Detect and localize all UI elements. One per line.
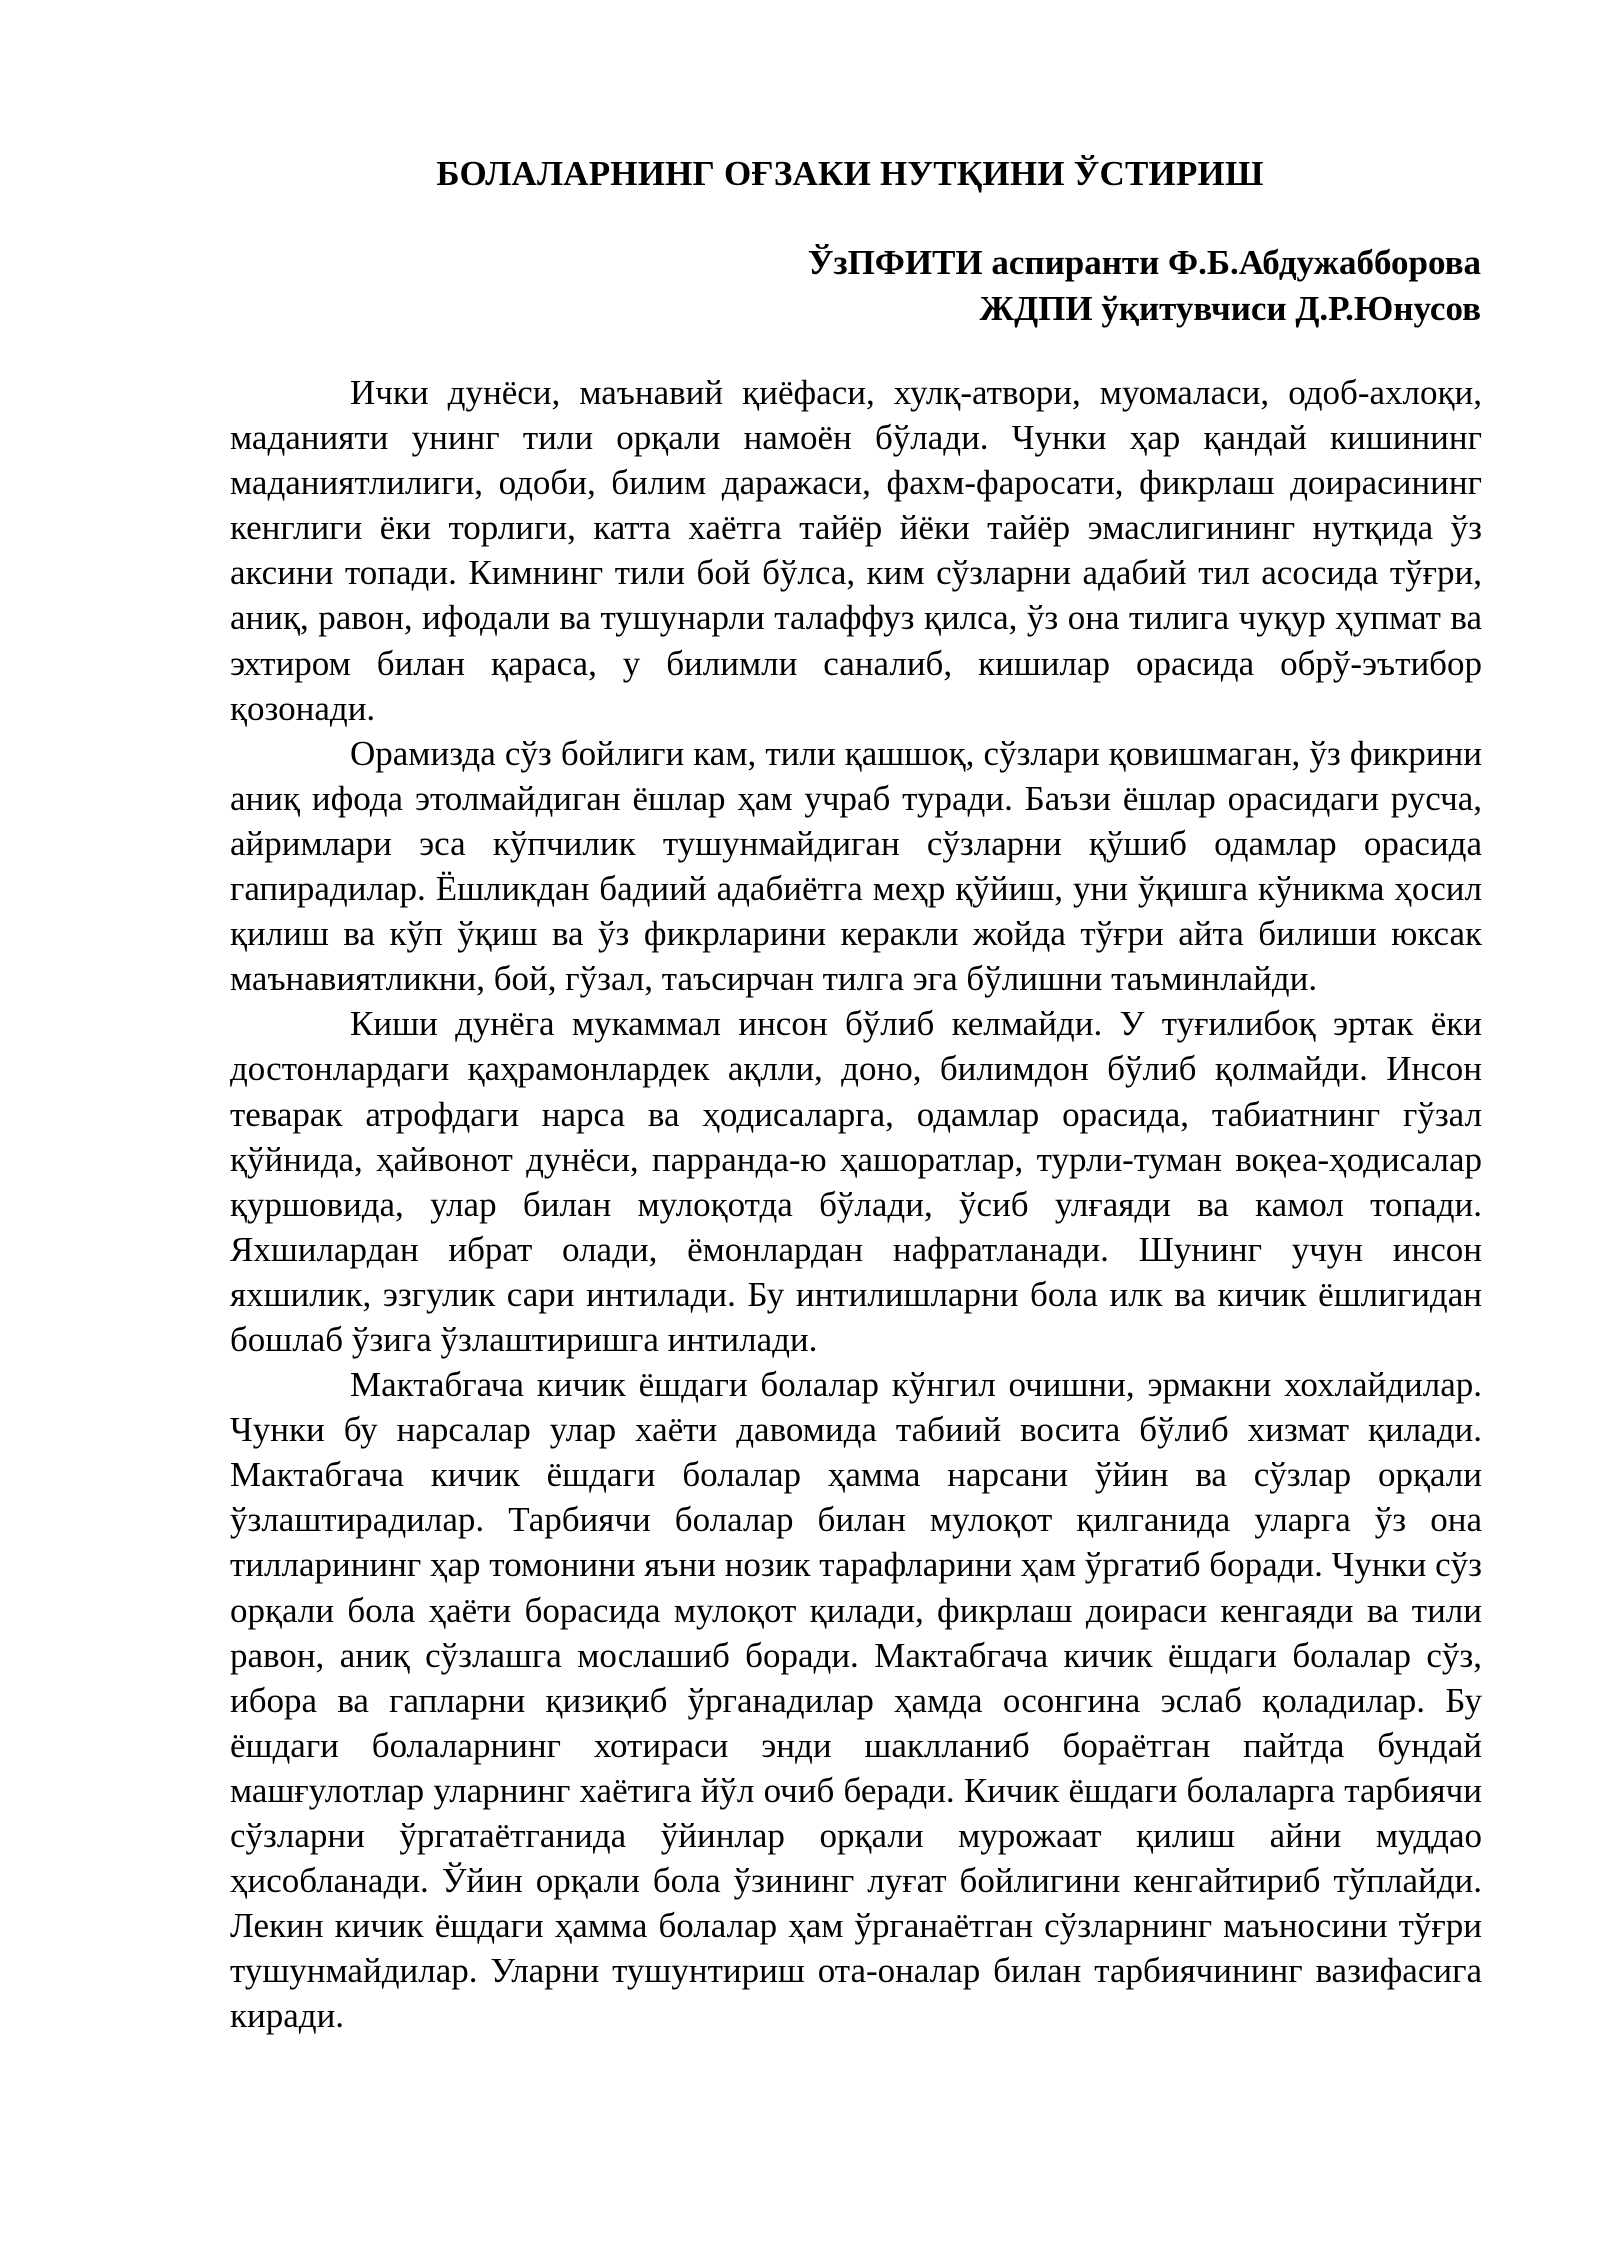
paragraph: Орамизда сўз бойлиги кам, тили қашшоқ, сўзлари қовишмаган, ўз фикрини аниқ ифода этолмайдиган ёшлар ҳам учраб туради. Баъзи ёшлар орасидаги русча, айримлари эса кўпчилик тушунмайдиган сўзларни қўшиб одамлар орасида гапирадилар. Ёшликдан бадиий адабиётга меҳр қўйиш, уни ўқишга кўникма ҳосил қилиш ва кўп ўқиш ва ўз фикрларини керакли жойда тўғри айта билиши юксак маънавиятликни, бой, гўзал, таъсирчан тилга эга бўлишни таъминлайди.	[230, 733, 1482, 999]
article-title-text: БОЛАЛАРНИНГ ОҒЗАКИ НУТҚИНИ ЎСТИРИШ	[436, 154, 1264, 193]
article-title	[0, 152, 1600, 196]
authors-block	[808, 240, 1481, 332]
paragraph: Киши дунёга мукаммал инсон бўлиб келмайди. У туғилибоқ эртак ёки достонлардаги қаҳрамонлардек ақлли, доно, билимдон бўлиб қолмайди. Инсон теварак атрофдаги нарса ва ҳодисаларга, одамлар орасида, табиатнинг гўзал қўйнида, ҳайвонот дунёси, парранда-ю ҳашоратлар, турли-туман воқеа-ҳодисалар қуршовида, улар билан мулоқотда бўлади, ўсиб улғаяди ва камол топади. Яхшилардан ибрат олади, ёмонлардан нафратланади. Шунинг учун инсон яхшилик, эзгулик сари интилади. Бу интилишларни бола илк ва кичик ёшлигидан бошлаб ўзига ўзлаштиришга интилади.	[230, 1004, 1482, 1359]
paragraph: Мактабгача кичик ёшдаги болалар кўнгил очишни, эрмакни хохлайдилар. Чунки бу нарсалар улар хаёти давомида табиий восита бўлиб хизмат қилади. Мактабгача кичик ёшдаги болалар ҳамма нарсани ўйин ва сўзлар орқали ўзлаштирадилар. Тарбиячи болалар билан мулоқот қилганида уларга ўз она тилларининг ҳар томонини яъни нозик тарафларини ҳам ўргатиб боради. Чунки сўз орқали бола ҳаёти борасида мулоқот қилади, фикрлаш доираси кенгаяди ва тили равон, аниқ сўзлашга мослашиб боради. Мактабгача кичик ёшдаги болалар сўз, ибора ва гапларни қизиқиб ўрганадилар ҳамда осонгина эслаб қоладилар. Бу ёшдаги болаларнинг хотираси энди шаклланиб бораётган пайтда бундай машғулотлар уларнинг хаётига йўл очиб беради. Кичик ёшдаги болаларга тарбиячи сўзларни ўргатаётганида ўйинлар орқали мурожаат қилиш айни муддао ҳисобланади. Ўйин орқали бола ўзининг луғат бойлигини кенгайтириб тўплайди. Лекин кичик ёшдаги ҳамма болалар ҳам ўрганаётган сўзларнинг маъносини тўғри тушунмайдилар. Уларни тушунтириш ота-оналар билан тарбиячининг вазифасига киради.	[230, 1365, 1482, 2036]
author-line: ЖДПИ ўқитувчиси Д.Р.Юнусов	[979, 289, 1481, 328]
author-line: ЎзПФИТИ аспиранти Ф.Б.Абдужабборова	[807, 243, 1481, 282]
paragraph: Ички дунёси, маънавий қиёфаси, хулқ-атвори, муомаласи, одоб-ахлоқи, маданияти унинг тили орқали намоён бўлади. Чунки ҳар қандай кишининг маданиятлилиги, одоби, билим даражаси, фахм-фаросати, фикрлаш доирасининг кенглиги ёки торлиги, катта хаётга тайёр йёки тайёр эмаслигининг нутқида ўз аксини топади. Кимнинг тили бой бўлса, ким сўзларни адабий тил асосида тўғри, аниқ, равон, ифодали ва тушунарли талаффуз қилса, ўз она тилига чуқур ҳупмат ва эхтиром билан қараса, у билимли саналиб, кишилар орасида обрў-эътибор қозонади.	[230, 373, 1482, 728]
article-body	[230, 370, 1482, 2038]
